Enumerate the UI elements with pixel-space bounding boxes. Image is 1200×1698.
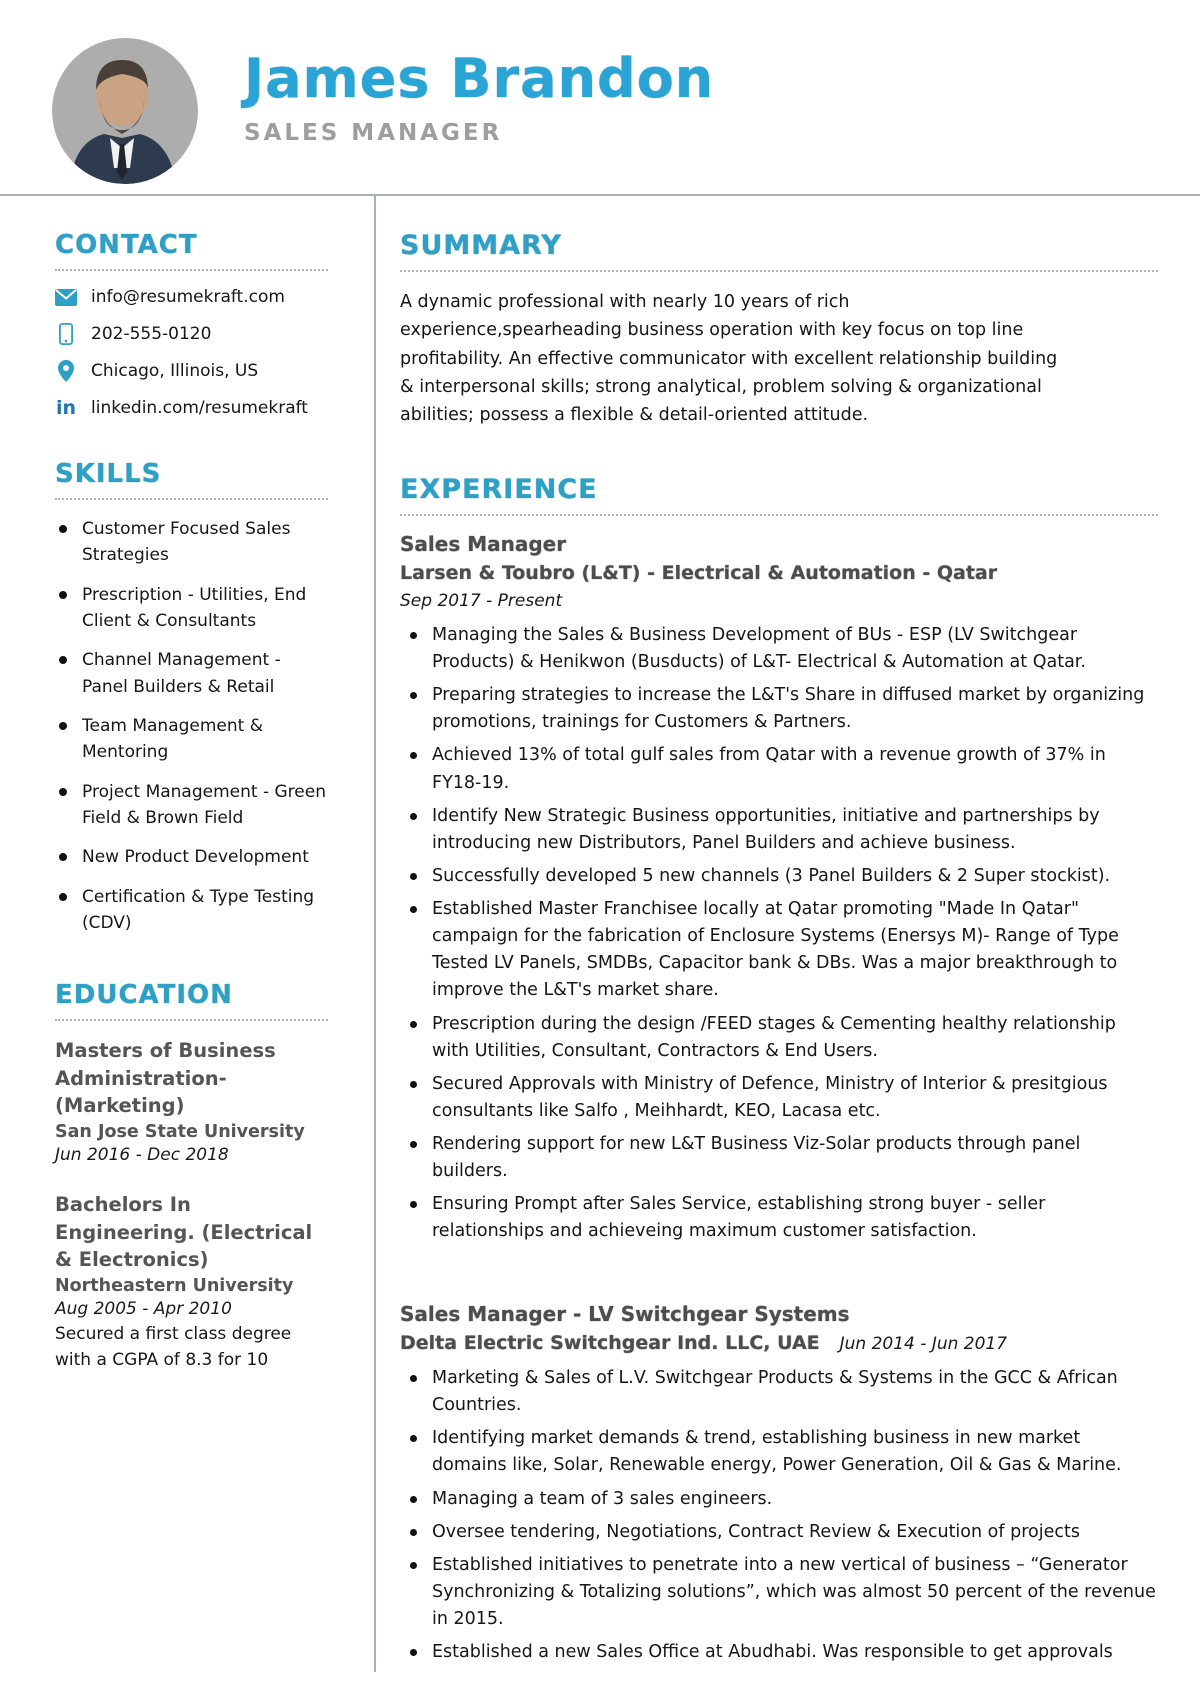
job-bullet: Rendering support for new L&T Business Viz-Solar products through panel builders. bbox=[400, 1131, 1158, 1185]
job-title: Sales Manager bbox=[400, 531, 567, 556]
skill-item: Team Management & Mentoring bbox=[55, 713, 328, 766]
portrait-photo-placeholder bbox=[52, 38, 198, 184]
education-section bbox=[55, 980, 328, 1373]
contact-phone: 202-555-0120 bbox=[91, 324, 212, 344]
location-icon bbox=[55, 360, 77, 382]
job-dates: Sep 2017 - Present bbox=[400, 591, 563, 612]
skill-item: Project Management - Green Field & Brown Field bbox=[55, 779, 328, 832]
contact-section bbox=[55, 230, 328, 419]
job-bullet: Prescription during the design /FEED stages & Cementing healthy relationship with Utilities, Consultant, Contractors & End Users. bbox=[400, 1011, 1158, 1065]
job-bullet: Marketing & Sales of L.V. Switchgear Products & Systems in the GCC & African Countries. bbox=[400, 1365, 1158, 1419]
skill-item: Certification & Type Testing (CDV) bbox=[55, 884, 328, 937]
job-bullet: Established Master Franchisee locally at Qatar promoting "Made In Qatar" campaign for the fabrication of Enclosure Systems (Enersys M)- Range of Type Tested LV Panels, SMDBs, Capacitor bank & DBs. Was a major breakthrough to improve the L&T's market share. bbox=[400, 896, 1158, 1005]
email-icon bbox=[55, 286, 77, 308]
summary-heading: SUMMARY bbox=[400, 230, 1158, 272]
job-bullet: Successfully developed 5 new channels (3 Panel Builders & 2 Super stockist). bbox=[400, 863, 1158, 890]
job-company-line bbox=[400, 1330, 1158, 1358]
contact-row-email bbox=[55, 286, 328, 308]
education-heading: EDUCATION bbox=[55, 980, 328, 1021]
job-bullet: Managing a team of 3 sales engineers. bbox=[400, 1486, 1158, 1513]
job-entry bbox=[400, 1302, 1158, 1667]
contact-row-linkedin bbox=[55, 397, 328, 419]
skill-item: Channel Management - Panel Builders & Retail bbox=[55, 647, 328, 700]
person-job-title: SALES MANAGER bbox=[244, 120, 503, 146]
job-bullets bbox=[400, 1365, 1158, 1666]
education-dates: Jun 2016 - Dec 2018 bbox=[55, 1145, 229, 1166]
job-entry bbox=[400, 532, 1158, 1246]
phone-icon bbox=[55, 323, 77, 345]
education-degree: Masters of Business Administration- (Marketing) bbox=[55, 1039, 276, 1118]
job-bullet: Ensuring Prompt after Sales Service, establishing strong buyer - seller relationships and achieveing maximum customer satisfaction. bbox=[400, 1191, 1158, 1245]
skills-heading: SKILLS bbox=[55, 459, 328, 500]
job-bullet: Oversee tendering, Negotiations, Contract Review & Execution of projects bbox=[400, 1519, 1158, 1546]
education-entry bbox=[55, 1037, 328, 1165]
education-degree: Bachelors In Engineering. (Electrical & Electronics) bbox=[55, 1193, 313, 1271]
job-dates: Jun 2014 - Jun 2017 bbox=[839, 1333, 1008, 1354]
education-list bbox=[55, 1037, 328, 1373]
education-school: San Jose State University bbox=[55, 1122, 305, 1143]
skill-item: Customer Focused Sales Strategies bbox=[55, 516, 328, 569]
contact-heading: CONTACT bbox=[55, 230, 328, 271]
contact-linkedin: linkedin.com/resumekraft bbox=[91, 398, 308, 418]
contact-row-location bbox=[55, 360, 328, 382]
job-bullet: Established initiatives to penetrate into a new vertical of business – “Generator Synchronizing & Totalizing solutions”, which was almost 50 percent of the revenue in 2015. bbox=[400, 1552, 1158, 1633]
main-columns bbox=[0, 196, 1200, 1672]
experience-heading: EXPERIENCE bbox=[400, 474, 1158, 516]
summary-text: A dynamic professional with nearly 10 years of rich experience,spearheading business operation with key focus on top line profitability. An effective communicator with excellent relationship building & interpersonal skills; strong analytical, problem solving & organizational abilities; possess a flexible & detail-oriented attitude. bbox=[400, 292, 1058, 426]
education-dates: Aug 2005 - Apr 2010 bbox=[55, 1299, 232, 1320]
contact-list bbox=[55, 286, 328, 419]
contact-row-phone bbox=[55, 323, 328, 345]
contact-email: info@resumekraft.com bbox=[91, 287, 285, 307]
header bbox=[0, 0, 1200, 196]
experience-section bbox=[400, 474, 1158, 1667]
right-column bbox=[376, 196, 1200, 1672]
avatar bbox=[52, 38, 198, 184]
job-bullet: Identify New Strategic Business opportunities, initiative and partnerships by introducing new Distributors, Panel Builders and achieve business. bbox=[400, 803, 1158, 857]
skill-item: Prescription - Utilities, End Client & Consultants bbox=[55, 582, 328, 635]
job-bullet: Established a new Sales Office at Abudhabi. Was responsible to get approvals bbox=[400, 1639, 1158, 1666]
contact-location: Chicago, Illinois, US bbox=[91, 361, 259, 381]
job-bullets bbox=[400, 622, 1158, 1246]
summary-section bbox=[400, 230, 1158, 430]
job-bullet: Identifying market demands & trend, establishing business in new market domains like, Solar, Renewable energy, Power Generation, Oil & Gas & Marine. bbox=[400, 1425, 1158, 1479]
job-bullet: Preparing strategies to increase the L&T's Share in diffused market by organizing promotions, trainings for Customers & Partners. bbox=[400, 682, 1158, 736]
job-company: Larsen & Toubro (L&T) - Electrical & Automation - Qatar bbox=[400, 561, 998, 584]
job-company: Delta Electric Switchgear Ind. LLC, UAE bbox=[400, 1331, 820, 1354]
skill-item: New Product Development bbox=[55, 844, 328, 870]
person-name: James Brandon bbox=[244, 47, 715, 110]
left-column bbox=[0, 196, 376, 1672]
skills-section bbox=[55, 459, 328, 936]
education-note: Secured a first class degree with a CGPA of 8.3 for 10 bbox=[55, 1324, 292, 1370]
job-bullet: Managing the Sales & Business Development of BUs - ESP (LV Switchgear Products) & Henikwon (Busducts) of L&T- Electrical & Automation at Qatar. bbox=[400, 622, 1158, 676]
jobs-list bbox=[400, 532, 1158, 1667]
header-text bbox=[244, 0, 714, 146]
job-bullet: Achieved 13% of total gulf sales from Qatar with a revenue growth of 37% in FY18-19. bbox=[400, 742, 1158, 796]
job-title: Sales Manager - LV Switchgear Systems bbox=[400, 1301, 850, 1326]
skills-list bbox=[55, 516, 328, 936]
education-entry bbox=[55, 1191, 328, 1373]
linkedin-icon: in bbox=[55, 397, 77, 419]
job-company-line bbox=[400, 560, 1158, 614]
job-bullet: Secured Approvals with Ministry of Defence, Ministry of Interior & presitgious consultants like Salfo , Meihhardt, KEO, Lacasa etc. bbox=[400, 1071, 1158, 1125]
education-school: Northeastern University bbox=[55, 1276, 294, 1297]
